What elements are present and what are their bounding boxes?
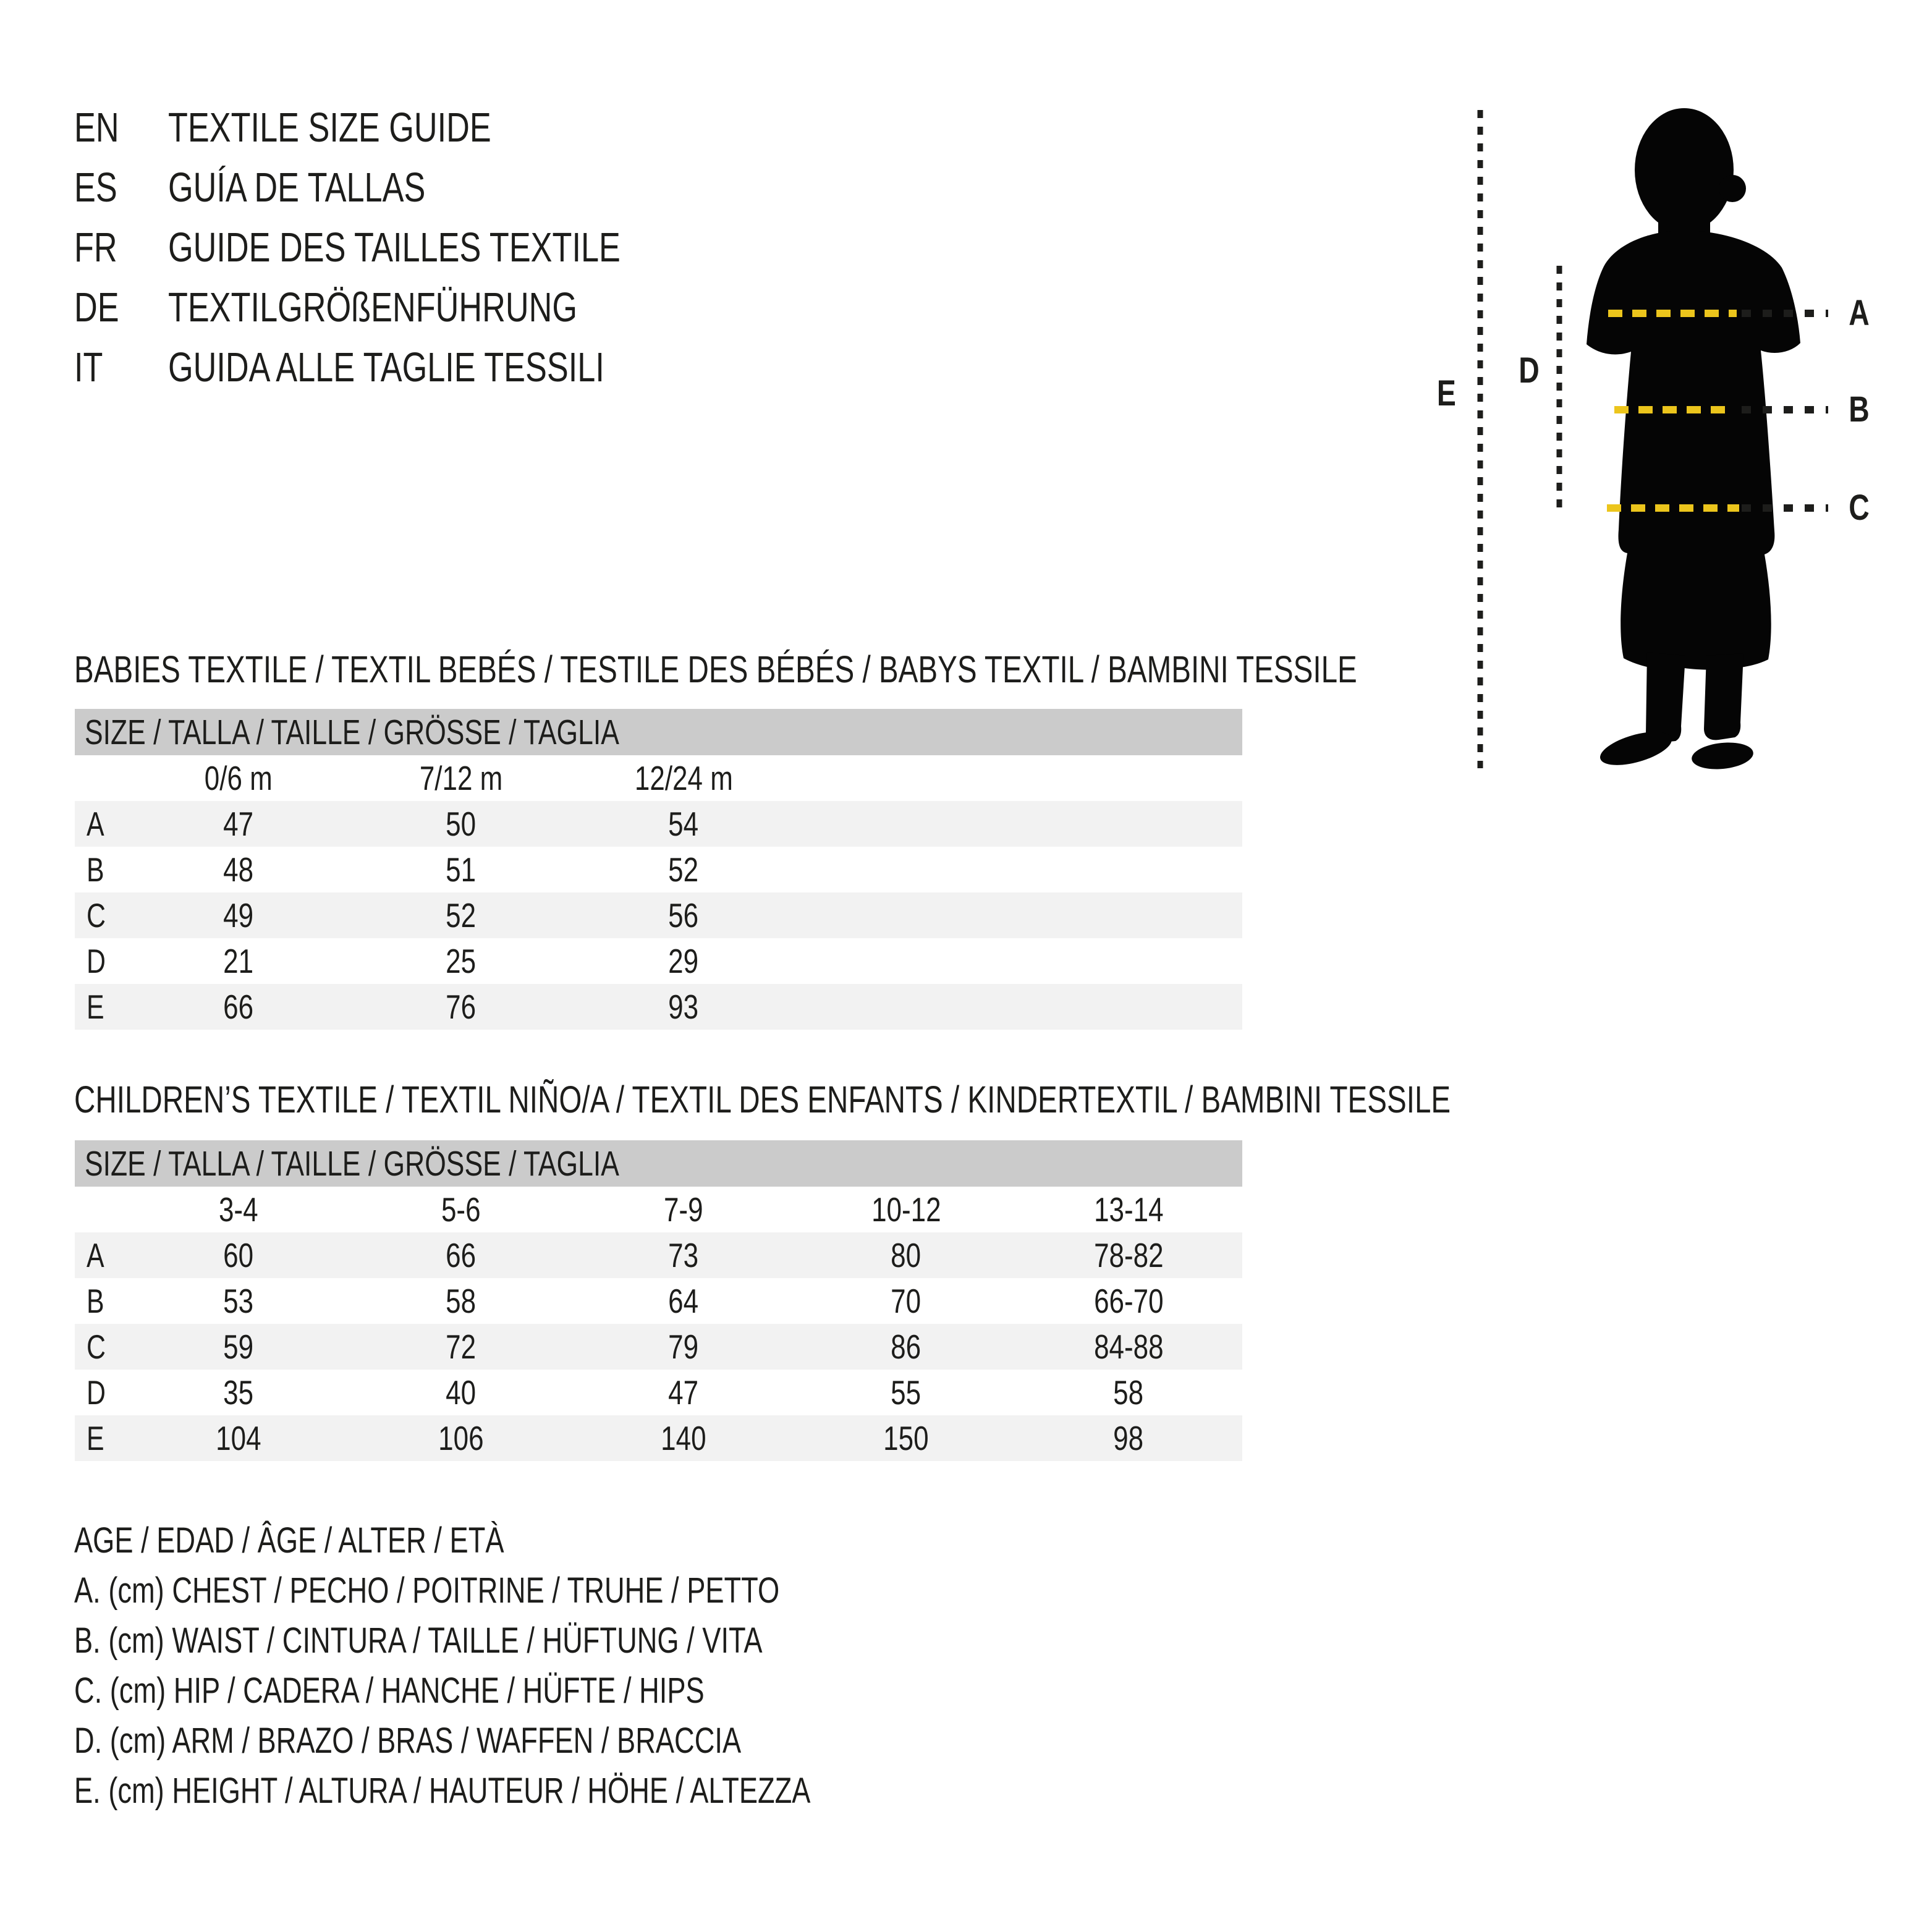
row-label: C [87,1328,106,1366]
table-cell: 51 [446,850,477,889]
lang-row-de [74,278,748,337]
row-label: A [87,805,104,843]
table-row [75,1370,1242,1415]
table-cell: 25 [446,942,477,980]
legend-hip: C. (cm) HIP / CADERA / HANCHE / HÜFTE / HIPS [74,1671,705,1711]
table-cell: 60 [223,1236,254,1274]
legend-arm: D. (cm) ARM / BRAZO / BRAS / WAFFEN / BRACCIA [74,1721,742,1761]
table-cell: 35 [223,1373,254,1412]
page-title-de: TEXTILGRÖßENFÜHRUNG [168,284,577,331]
table-cell: 66 [223,988,254,1026]
table-cell: 98 [1113,1419,1144,1457]
table-cell: 29 [668,942,699,980]
table-cell: 86 [891,1328,922,1366]
table-row [75,801,1242,847]
table-cell: 55 [891,1373,922,1412]
page-title-it: GUIDA ALLE TAGLIE TESSILI [168,344,604,391]
row-label: E [87,1419,104,1457]
table-cell: 76 [446,988,477,1026]
table-cell: 48 [223,850,254,889]
lang-code-it: IT [74,344,103,391]
table-cell: 49 [223,896,254,934]
measure-label-height: E [1436,373,1456,413]
table-cell: 80 [891,1236,922,1274]
children-col-header: 5-6 [441,1190,481,1229]
row-label: D [87,942,106,980]
children-column-header-row [75,1187,1242,1232]
lang-code-en: EN [74,104,119,151]
table-cell: 64 [668,1282,699,1320]
table-cell: 56 [668,896,699,934]
children-size-header-bar: SIZE / TALLA / TAILLE / GRÖSSE / TAGLIA [75,1140,1242,1187]
children-col-header: 3-4 [219,1190,258,1229]
table-cell: 59 [223,1328,254,1366]
babies-size-table [75,709,1242,1030]
table-row [75,938,1242,984]
children-col-header: 10-12 [871,1190,941,1229]
measure-label-chest: A [1849,293,1870,333]
measure-label-hip: C [1849,488,1870,528]
children-col-header: 13-14 [1093,1190,1164,1229]
table-row [75,892,1242,938]
row-label: B [87,850,104,889]
table-cell: 79 [668,1328,699,1366]
babies-col-header: 0/6 m [204,759,273,797]
legend-age: AGE / EDAD / ÂGE / ALTER / ETÀ [74,1520,504,1561]
table-cell: 73 [668,1236,699,1274]
lang-code-fr: FR [74,224,117,271]
row-label: C [87,896,106,934]
page-title-en: TEXTILE SIZE GUIDE [168,104,491,151]
table-cell: 66-70 [1093,1282,1164,1320]
row-label: E [87,988,104,1026]
lang-row-es [74,158,748,218]
table-cell: 93 [668,988,699,1026]
table-cell: 52 [668,850,699,889]
children-size-table [75,1140,1242,1461]
table-cell: 106 [438,1419,484,1457]
page-title-fr: GUIDE DES TAILLES TEXTILE [168,224,621,271]
children-col-header: 7-9 [664,1190,703,1229]
table-cell: 66 [446,1236,477,1274]
table-cell: 104 [216,1419,261,1457]
table-row [75,1232,1242,1278]
table-cell: 84-88 [1093,1328,1164,1366]
table-cell: 78-82 [1093,1236,1164,1274]
row-label: B [87,1282,104,1320]
page-title-es: GUÍA DE TALLAS [168,164,426,211]
table-row [75,847,1242,892]
measure-label-arm: D [1519,350,1540,391]
language-title-list [74,98,748,397]
table-cell: 47 [668,1373,699,1412]
table-cell: 140 [661,1419,706,1457]
table-row [75,1324,1242,1370]
lang-row-it [74,337,748,397]
table-cell: 47 [223,805,254,843]
babies-column-header-row [75,755,1242,801]
legend-chest: A. (cm) CHEST / PECHO / POITRINE / TRUHE / PETTO [74,1570,780,1611]
table-cell: 53 [223,1282,254,1320]
lang-code-es: ES [74,164,117,211]
table-cell: 50 [446,805,477,843]
table-cell: 72 [446,1328,477,1366]
babies-col-header: 12/24 m [634,759,733,797]
babies-section-title: BABIES TEXTILE / TEXTIL BEBÉS / TESTILE DES BÉBÉS / BABYS TEXTIL / BAMBINI TESSILE [74,648,1357,690]
table-cell: 150 [883,1419,929,1457]
lang-row-fr [74,218,748,278]
table-cell: 70 [891,1282,922,1320]
lang-code-de: DE [74,284,119,331]
table-row [75,1415,1242,1461]
table-cell: 54 [668,805,699,843]
table-cell: 58 [446,1282,477,1320]
measurement-legend [74,1515,1019,1816]
row-label: A [87,1236,104,1274]
legend-waist: B. (cm) WAIST / CINTURA / TAILLE / HÜFTUNG / VITA [74,1621,763,1661]
table-cell: 52 [446,896,477,934]
measure-label-waist: B [1849,389,1870,430]
babies-col-header: 7/12 m [419,759,503,797]
lang-row-en [74,98,748,158]
table-cell: 21 [223,942,254,980]
legend-height: E. (cm) HEIGHT / ALTURA / HAUTEUR / HÖHE / ALTEZZA [74,1771,811,1811]
children-section-title: CHILDREN’S TEXTILE / TEXTIL NIÑO/A / TEXTIL DES ENFANTS / KINDERTEXTIL / BAMBINI TESSILE [74,1078,1451,1121]
row-label: D [87,1373,106,1412]
babies-size-header-bar: SIZE / TALLA / TAILLE / GRÖSSE / TAGLIA [75,709,1242,755]
table-row [75,1278,1242,1324]
table-cell: 58 [1113,1373,1144,1412]
table-cell: 40 [446,1373,477,1412]
table-row [75,984,1242,1030]
